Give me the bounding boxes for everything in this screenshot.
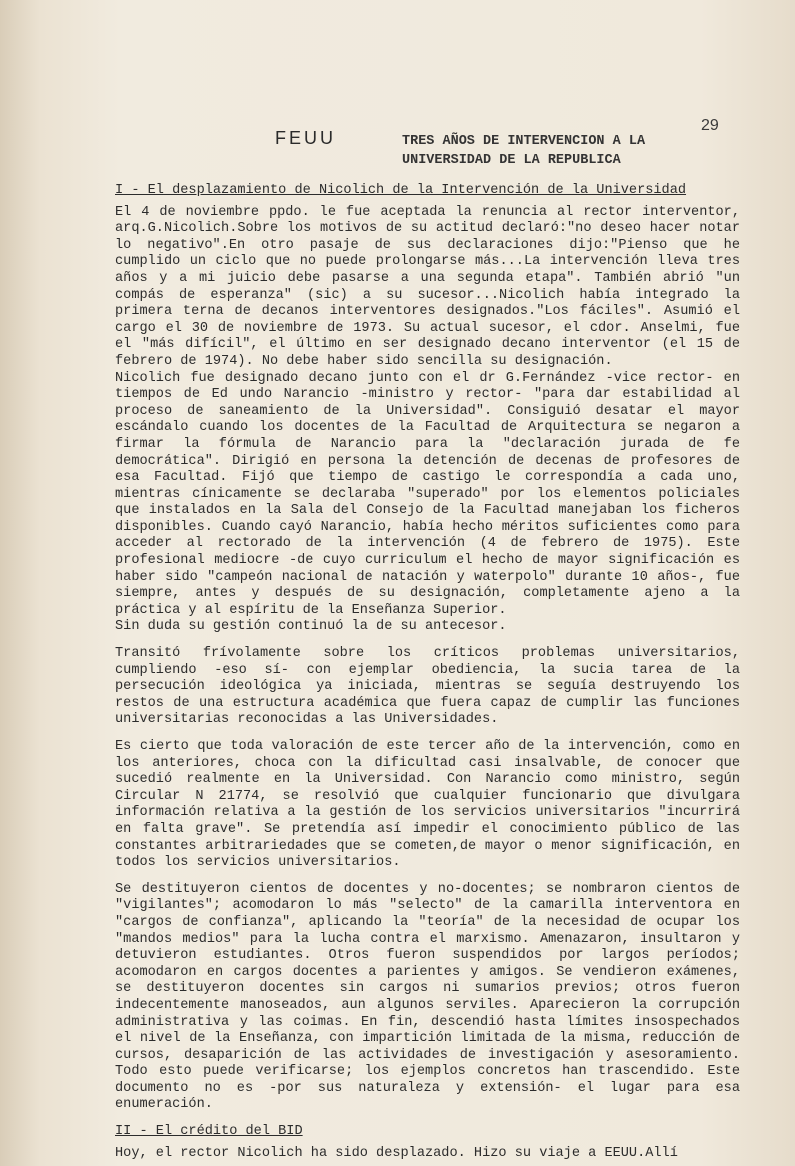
page-number: 29 — [701, 117, 719, 134]
document-title: TRES AÑOS DE INTERVENCION A LA UNIVERSIDAD DE LA REPUBLICA — [402, 134, 646, 168]
paragraph: El 4 de noviembre ppdo. le fue aceptada la renuncia al rector interventor, arq.G.Nicolich.Sobre los motivos de su actitud declaró:"no deseo hacer notar lo negativo".En otro pasaje de sus declaraciones dijo:"Pienso que he cumplido un ciclo que no puede prolongarse más...La intervención lleva tres años y a mi juicio debe pasarse a una segunda etapa". También abrió "un compás de esperanza" (sic) a su sucesor...Nicolich había integrado la primera terna de decanos interventores designados."Los fáciles". Asumió el cargo el 30 de noviembre de 1973. Su actual sucesor, el cdor. Anselmi, fue el "más difícil", el último en ser designado decano interventor (el 15 de febrero de 1974). No debe haber sido sencilla su designación. — [115, 204, 740, 369]
paragraph: Sin duda su gestión continuó la de su antecesor. — [115, 619, 507, 635]
paragraph: Hoy, el rector Nicolich ha sido desplazado. Hizo su viaje a EEUU.Allí — [115, 1145, 678, 1161]
document-body — [115, 183, 740, 1162]
section-heading-2: II - El crédito del BID — [115, 1124, 303, 1140]
org-name: FEUU — [275, 128, 336, 148]
section-heading-1: I - El desplazamiento de Nicolich de la Intervención de la Universidad — [115, 183, 687, 198]
paragraph: Es cierto que toda valoración de este tercer año de la intervención, como en los anteriores, choca con la dificultad casi insalvable, de conocer que sucedió realmente en la Universidad. Con Narancio como ministro, según Circular N 21774, se resolvió que cualquier funcionario que divulgara información relativa a la gestión de los servicios universitarios "incurrirá en falta grave". Se pretendía así impedir el conocimiento público de las constantes arbitrariedades que se cometen,de mayor o menor significación, en todos los servicios universitarios. — [115, 739, 740, 871]
paragraph: Transitó frívolamente sobre los críticos problemas universitarios, cumpliendo -eso sí- con ejemplar obediencia, la sucia tarea de la persecución ideológica ya iniciada, mientras se seguía destruyendo los restos de una estructura académica que fuera capaz de cumplir las funciones universitarias reconocidas a las Universidades. — [115, 646, 740, 728]
paragraph: Nicolich fue designado decano junto con el dr G.Fernández -vice rector- en tiempos de Ed undo Narancio -ministro y rector- "para dar estabilidad al proceso de saneamiento de la Universidad". Consiguió desatar el mayor escándalo cuando los docentes de la Facultad de Arquitectura se negaron a firmar la fórmula de Narancio para la "declaración jurada de fe democrática". Dirigió en persona la detención de decenas de profesores de esa Facultad. Fijó que tiempo de castigo le correspondía a cada uno, mientras cínicamente se declaraba "superado" por los elementos policiales que instalados en la Sala del Consejo de la Facultad manejaban los ficheros disponibles. Cuando cayó Narancio, había hecho méritos suficientes como para acceder al rectorado de la intervención (4 de febrero de 1975). Este profesional mediocre -de cuyo curriculum el hecho de mayor significación es haber sido "campeón nacional de natación y waterpolo" durante 10 años-, fue siempre, antes y después de su designación, completamente ajeno a la práctica y al espíritu de la Enseñanza Superior. — [115, 370, 740, 618]
paragraph: Se destituyeron cientos de docentes y no-docentes; se nombraron cientos de "vigilantes"; acomodaron lo más "selecto" de la camarilla interventora en "cargos de confianza", aplicando la "teoría" de la necesidad de ocupar los "mandos medios" para la lucha contra el marxismo. Amenazaron, insultaron y detuvieron estudiantes. Otros fueron suspendidos por largos períodos; acomodaron en cargos docentes a parientes y amigos. Se vendieron exámenes, se destituyeron docentes sin cargos ni sumarios previos; otros fueron indecentemente manoseados, aun algunos serviles. Aparecieron la corrupción administrativa y las coimas. En fin, descendió hasta límites insospechados el nivel de la Enseñanza, con impartición limitada de la misma, reducción de cursos, desaparición de las actividades de investigación y asesoramiento. Todo esto puede verificarse; los ejemplos concretos han trascendido. Este documento no es -por sus naturaleza y extensión- el lugar para esa enumeración. — [115, 881, 740, 1113]
